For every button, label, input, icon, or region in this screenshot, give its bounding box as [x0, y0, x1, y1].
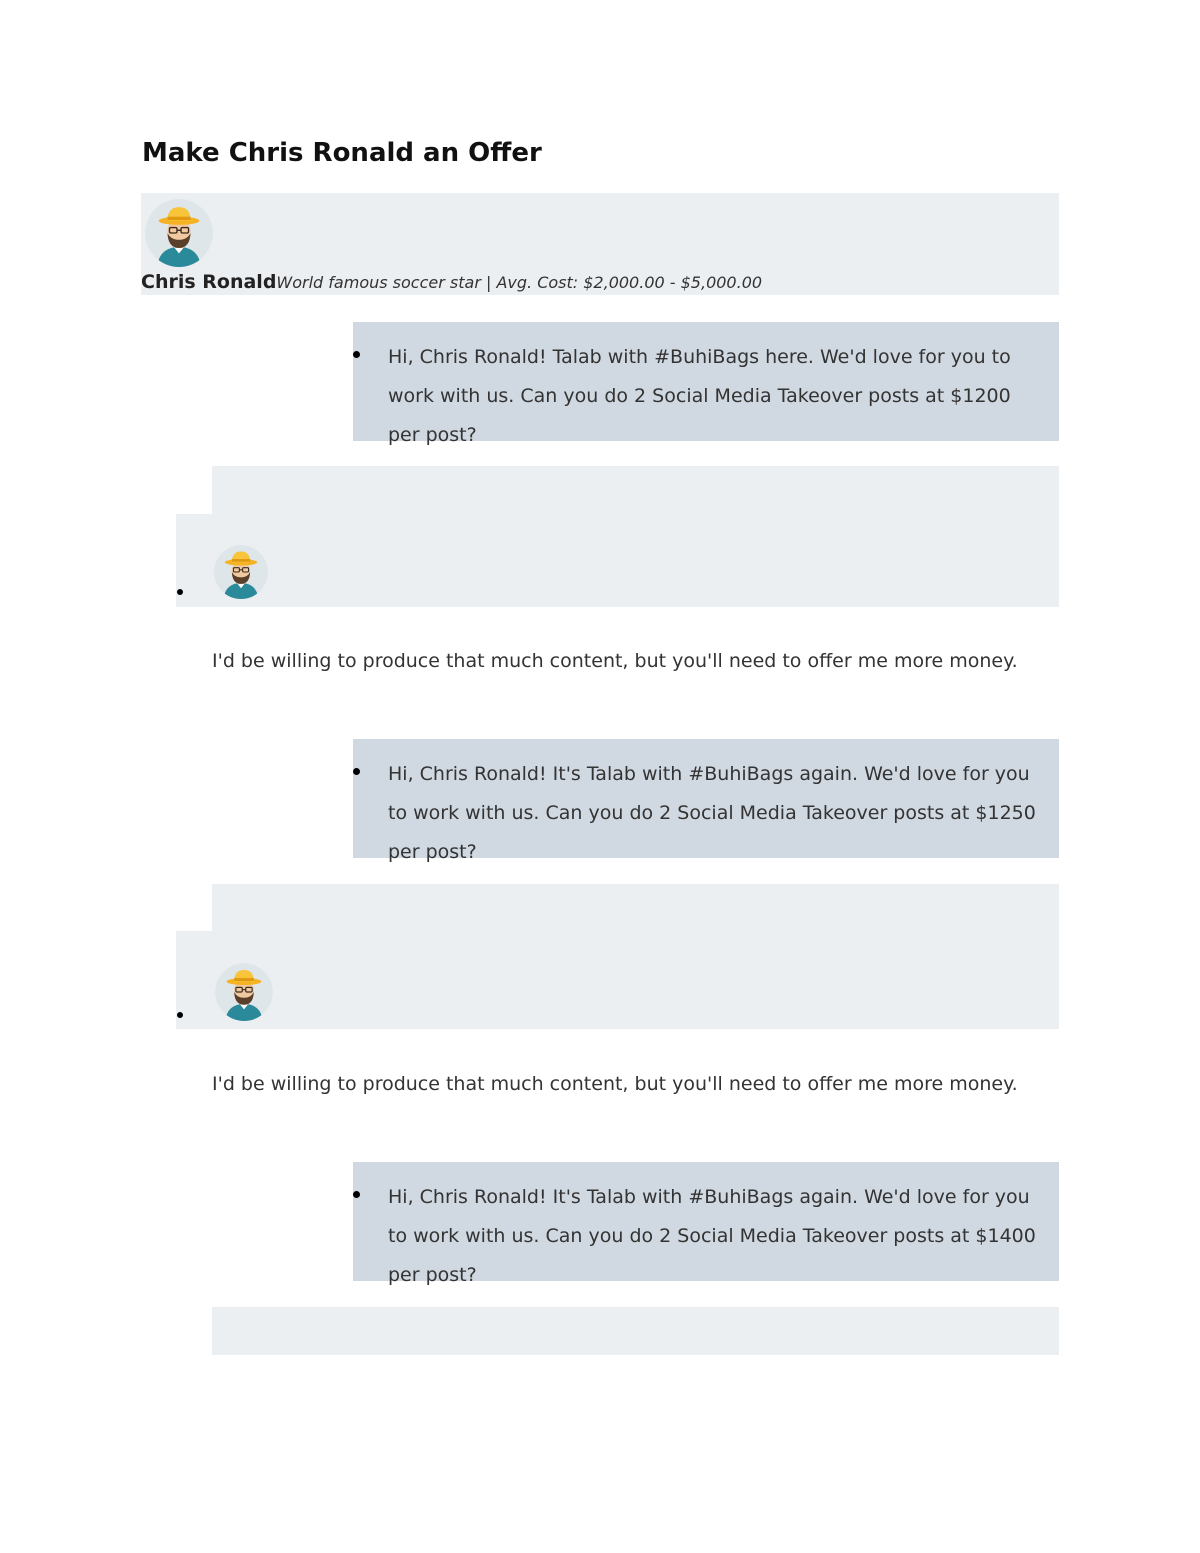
profile-meta: World famous soccer star | Avg. Cost: $2,000.00 - $5,000.00	[276, 273, 763, 292]
offer-message	[353, 322, 1059, 446]
page-title: Make Chris Ronald an Offer	[142, 138, 542, 168]
reply-card	[212, 466, 1059, 514]
reply-text: I'd be willing to produce that much content, but you'll need to offer me more money.	[212, 650, 1018, 672]
person-avatar-icon	[214, 545, 268, 599]
person-avatar-icon	[145, 199, 213, 267]
bullet-icon	[353, 351, 360, 358]
offer-text: Hi, Chris Ronald! Talab with #BuhiBags here. We'd love for you to work with us. Can you do 2 Social Media Takeover posts at $1200 per post?	[388, 346, 1011, 446]
offer-text: Hi, Chris Ronald! It's Talab with #BuhiBags again. We'd love for you to work with us. Can you do 2 Social Media Takeover posts at $1250 per post?	[388, 763, 1036, 863]
reply-card-body	[176, 514, 1059, 607]
bullet-icon	[177, 589, 183, 595]
person-avatar-icon	[215, 963, 273, 1021]
reply-text: I'd be willing to produce that much content, but you'll need to offer me more money.	[212, 1073, 1018, 1095]
bullet-icon	[177, 1012, 183, 1018]
offer-message	[353, 739, 1059, 863]
profile-info	[141, 271, 762, 293]
reply-card-body	[176, 931, 1059, 1029]
profile-card	[141, 193, 1059, 295]
reply-card	[212, 884, 1059, 931]
offer-text: Hi, Chris Ronald! It's Talab with #BuhiBags again. We'd love for you to work with us. Can you do 2 Social Media Takeover posts at $1400 per post?	[388, 1186, 1036, 1286]
bullet-icon	[353, 768, 360, 775]
bullet-icon	[353, 1191, 360, 1198]
profile-name: Chris Ronald	[141, 271, 277, 293]
reply-card	[212, 1307, 1059, 1355]
offer-message	[353, 1162, 1059, 1286]
